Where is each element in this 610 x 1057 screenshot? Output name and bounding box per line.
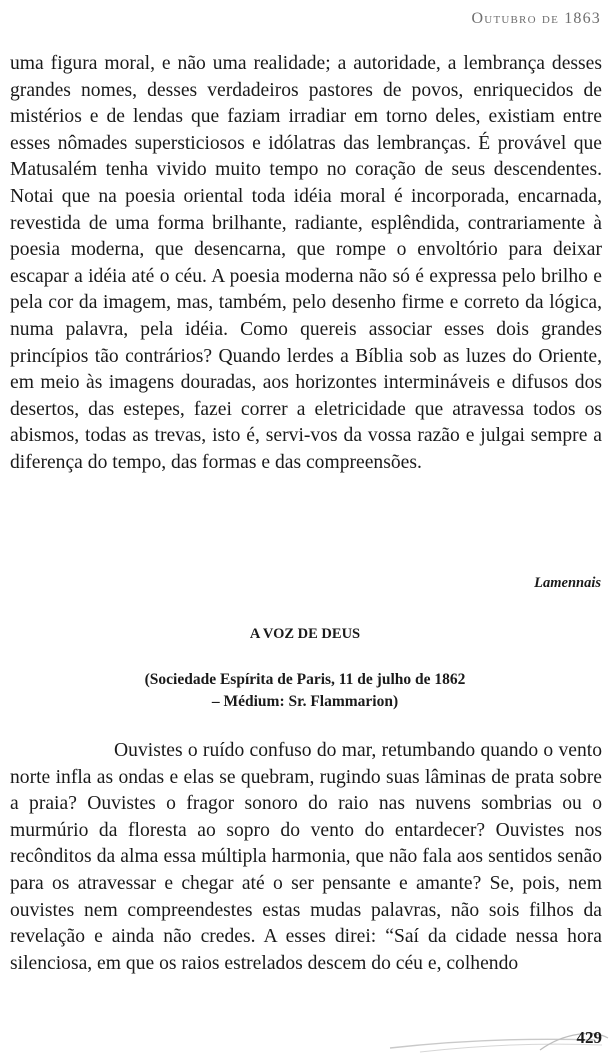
section-subtitle-line-1: (Sociedade Espírita de Paris, 11 de julho de 1862 bbox=[144, 671, 466, 688]
author-signature: Lamennais bbox=[534, 575, 601, 591]
page-number: 429 bbox=[576, 1028, 602, 1047]
body-paragraph-1: uma figura moral, e não uma realidade; a autoridade, a lembrança desses grandes nomes, desses verdadeiros pastores de povos, enriquecidos de mistérios e de lendas que faziam irradiar em torno deles, existiam entre esses nômades supersticiosos e idólatras das lembranças. É provável que Matusalém tenha vivido muito tempo no coração de seus descendentes. Notai que na poesia oriental toda idéia moral é incorporada, encarnada, revestida de uma forma brilhante, radiante, esplêndida, contrariamente à poesia moderna, que desencarna, que rompe o envoltório para deixar escapar a idéia até o céu. A poesia moderna não só é expressa pelo brilho e pela cor da imagem, mas, também, pelo desenho firme e correto da lógica, numa palavra, pela idéia. Como quereis associar esses dois grandes princípios tão contrários? Quando lerdes a Bíblia sob as luzes do Oriente, em meio às imagens douradas, aos horizontes intermináveis e difusos dos desertos, das estepes, fazei correr a eletricidade que atravessa todos os abismos, todas as trevas, isto é, servi-vos da vossa razão e julgai sempre a diferença do tempo, das formas e das compreensões. bbox=[10, 53, 602, 473]
running-header: Outubro de 1863 bbox=[471, 10, 601, 27]
page-corner-ornament bbox=[380, 1026, 610, 1057]
section-title: A VOZ DE DEUS bbox=[249, 626, 361, 642]
section-subtitle-line-2: – Médium: Sr. Flammarion) bbox=[211, 693, 399, 710]
body-paragraph-2: Ouvistes o ruído confuso do mar, retumbando quando o vento norte infla as ondas e elas se quebram, rugindo suas lâminas de prata sobre a praia? Ouvistes o fragor sonoro do raio nas nuvens sombrias ou o murmúrio da floresta ao sopro do vento do entardecer? Ouvistes nos recônditos da alma essa múltipla harmonia, que não fala aos sentidos senão para os atravessar e chegar até o ser pensante e amante? Se, pois, nem ouvistes nem compreendestes estas mudas palavras, não sois filhos da revelação e ainda não credes. A esses direi: “Saí da cidade nessa hora silenciosa, em que os raios estrelados descem do céu e, colhendo bbox=[10, 740, 602, 974]
section-subtitle bbox=[0, 669, 610, 713]
